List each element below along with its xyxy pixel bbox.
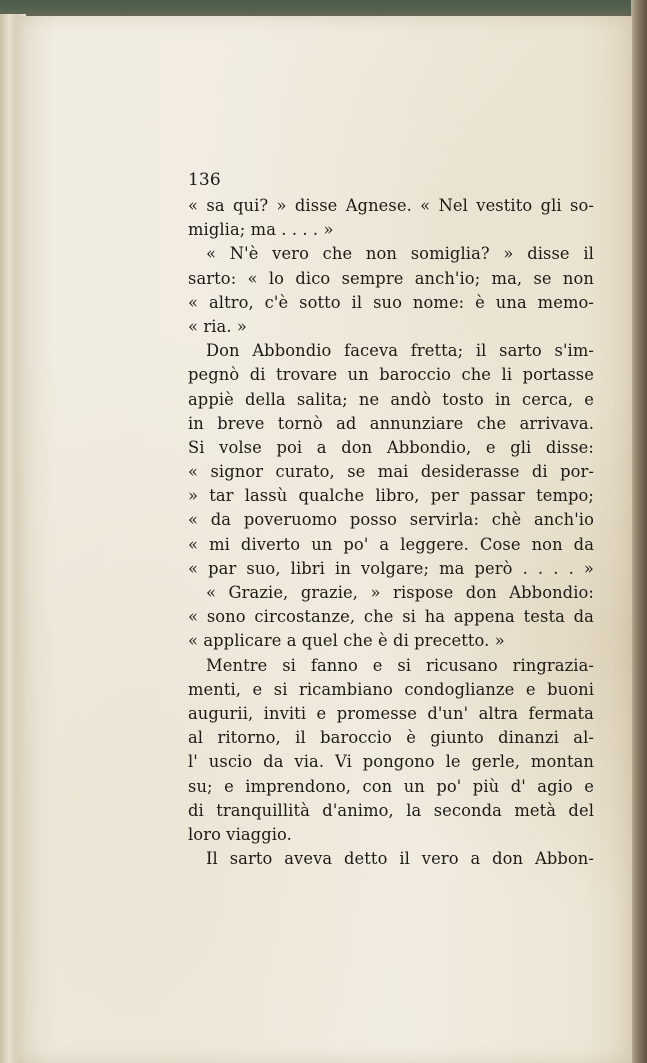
book-page: [18, 16, 632, 1063]
text-line: « sa qui? » disse Agnese. « Nel vestito gli so-: [188, 196, 594, 215]
text-line: di tranquillità d'animo, la seconda metà del: [188, 800, 594, 820]
book-cover-right-edge: [631, 0, 647, 1063]
text-line: « N'è vero che non somiglia? » disse il: [206, 244, 594, 264]
text-line: Mentre si fanno e si ricusano ringrazia-: [206, 655, 594, 675]
page-lines: [188, 194, 594, 871]
text-line: « mi diverto un po' a leggere. Cose non da: [188, 534, 594, 554]
text-line: su; e imprendono, con un po' più d' agio e: [188, 776, 594, 796]
text-line: « par suo, libri in volgare; ma però . . . . »: [188, 558, 594, 578]
text-line: « signor curato, se mai desiderasse di por-: [188, 462, 594, 482]
text-line: appiè della salita; ne andò tosto in cerca, e: [188, 389, 594, 409]
text-line: « altro, c'è sotto il suo nome: è una memo-: [188, 292, 594, 312]
text-line: « Grazie, grazie, » rispose don Abbondio:: [206, 583, 594, 602]
text-line: Si volse poi a don Abbondio, e gli disse:: [188, 437, 594, 457]
text-line: al ritorno, il baroccio è giunto dinanzi al-: [188, 728, 594, 748]
text-line: l' uscio da via. Vi pongono le gerle, montan: [188, 752, 594, 772]
text-line: Don Abbondio faceva fretta; il sarto s'im-: [206, 341, 594, 361]
text-line: » tar lassù qualche libro, per passar tempo;: [188, 486, 594, 506]
text-line: « sono circostanze, che si ha appena testa da: [188, 607, 594, 627]
text-line: « applicare a quel che è di precetto. »: [188, 631, 505, 651]
text-line: loro viaggio.: [188, 824, 292, 844]
page-text-block: [188, 166, 594, 871]
text-line: « da poveruomo posso servirla: chè anch'io: [188, 510, 594, 530]
text-line: « ria. »: [188, 316, 247, 336]
page-number: 136: [188, 170, 221, 190]
text-line: sarto: « lo dico sempre anch'io; ma, se non: [188, 268, 594, 288]
text-line: miglia; ma . . . . »: [188, 220, 334, 240]
text-line: pegnò di trovare un baroccio che li portasse: [188, 365, 594, 385]
text-line: in breve tornò ad annunziare che arrivava.: [188, 413, 594, 433]
text-line: Il sarto aveva detto il vero a don Abbon-: [206, 849, 594, 869]
text-line: menti, e si ricambiano condoglianze e buoni: [188, 679, 594, 699]
text-line: augurii, inviti e promesse d'un' altra fermata: [188, 703, 594, 723]
